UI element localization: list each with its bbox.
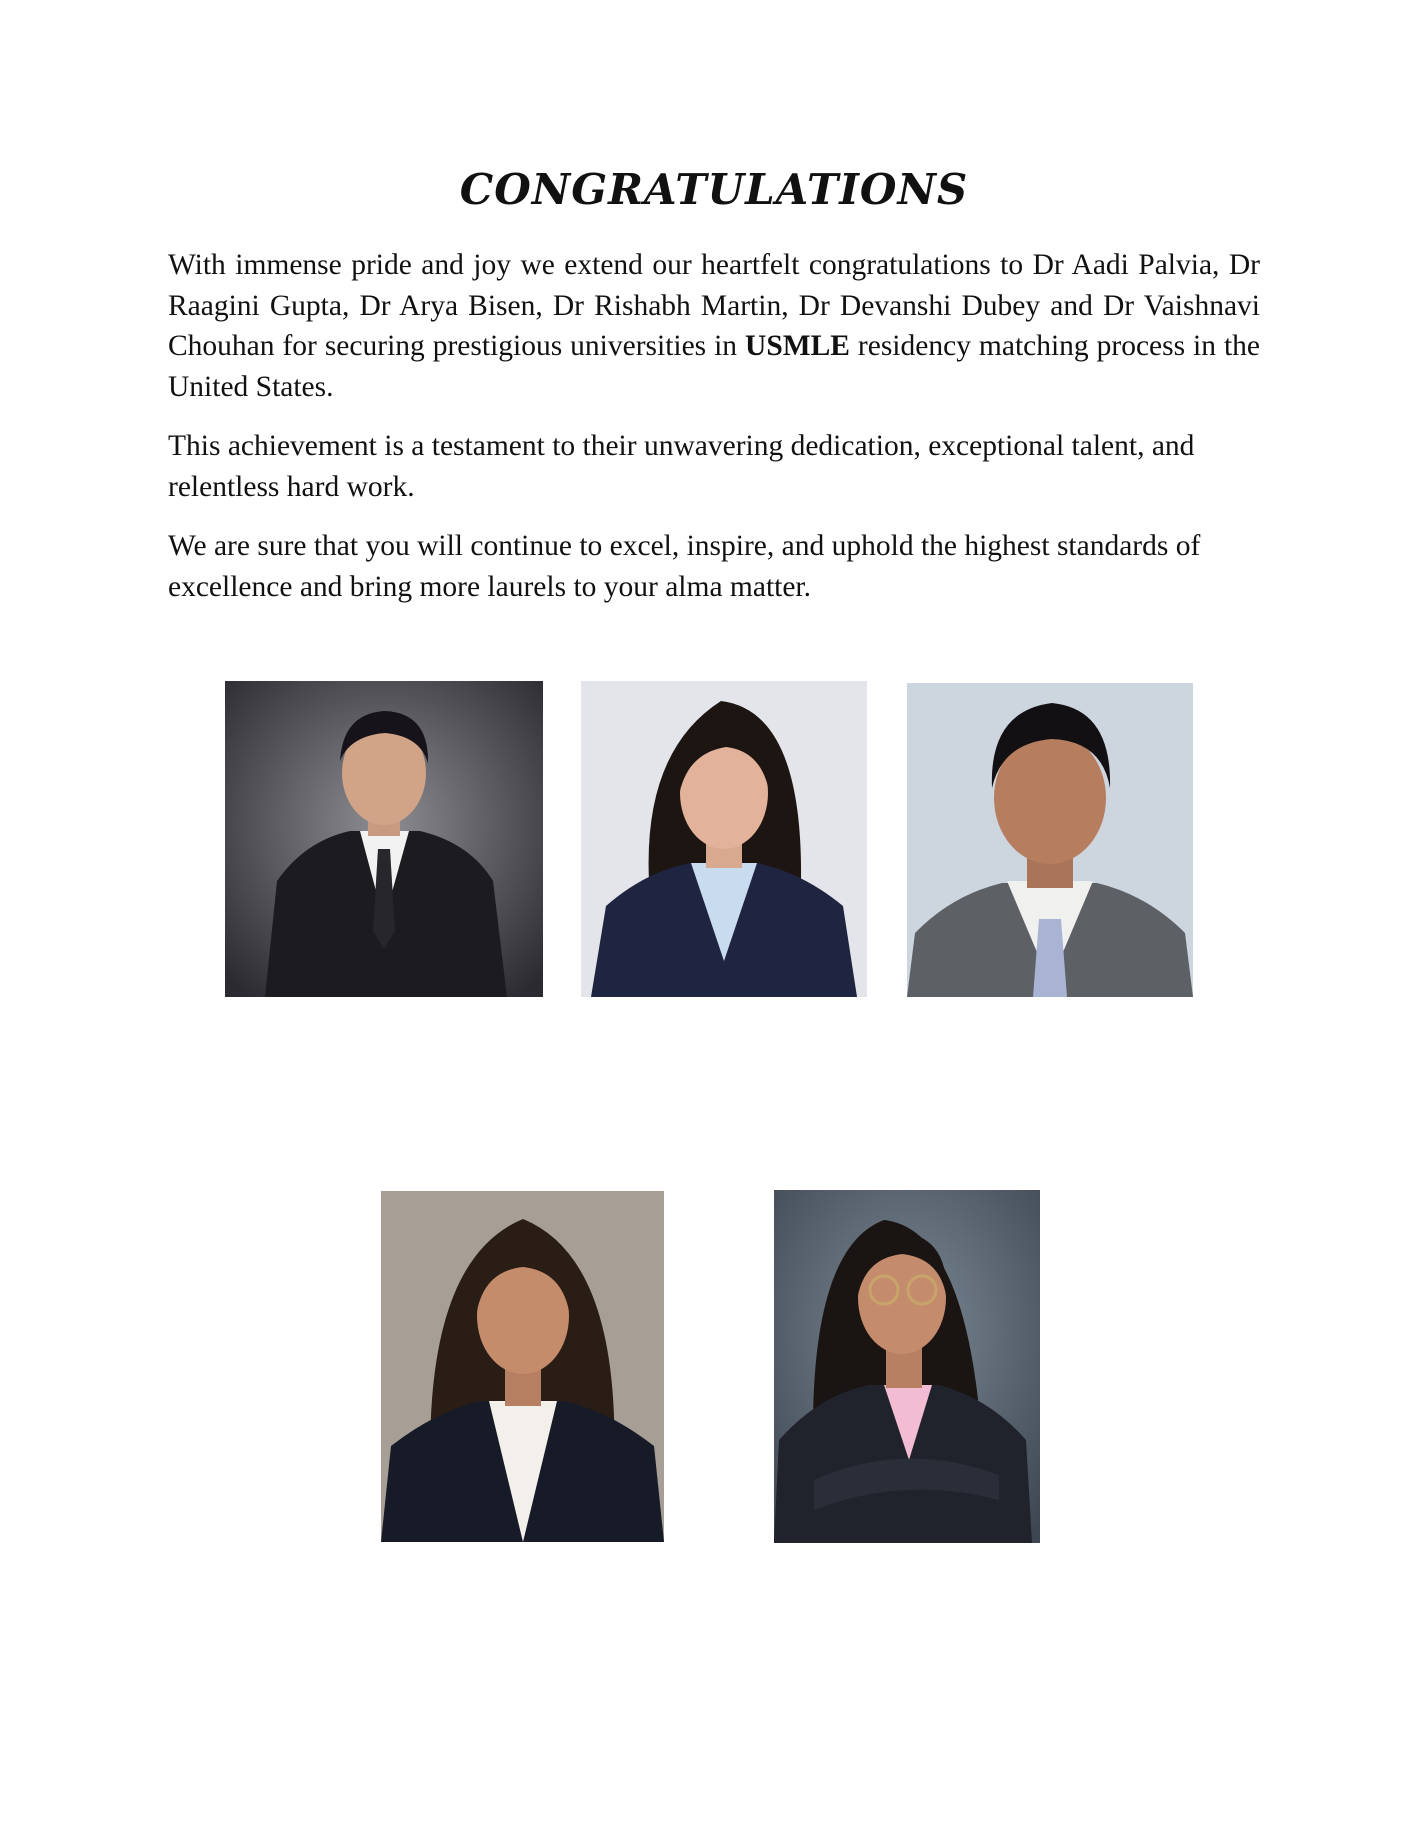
portrait-photo-2 (581, 681, 867, 997)
portrait-photo-4 (381, 1191, 664, 1542)
encouragement-paragraph: We are sure that you will continue to excel, inspire, and uphold the highest standards of excellence and bring more laurels to your alma matter. (168, 530, 1201, 603)
usmle-bold-text: USMLE (745, 330, 850, 362)
portrait-photo-5 (774, 1190, 1040, 1543)
page-title: CONGRATULATIONS (459, 165, 969, 214)
portrait-photo-1 (225, 681, 543, 997)
paragraph-text: With immense pride and joy we extend our heartfelt congratulations to Dr Aadi Palvia, Dr Raagini Gupta, Dr Arya Bisen, Dr Rishabh Martin, Dr Devanshi Dubey and Dr Vaishnavi Chouhan for securing prestigious universities in (168, 249, 1260, 362)
congratulations-paragraph (168, 245, 1260, 407)
achievement-paragraph: This achievement is a testament to their unwavering dedication, exceptional talent, and relentless hard work. (168, 430, 1195, 503)
paragraph-text-end: residency matching process in the United States. (168, 330, 1261, 403)
portrait-photo-3 (907, 683, 1193, 997)
